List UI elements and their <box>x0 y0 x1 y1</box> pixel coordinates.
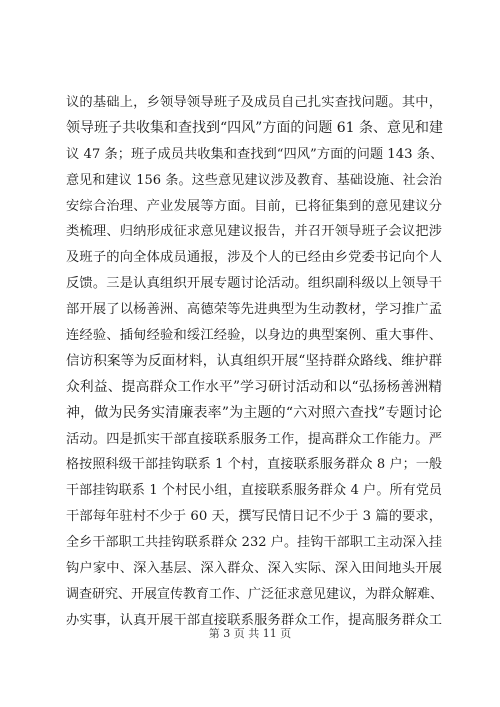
text-line: 领导班子共收集和查找到“四风”方面的问题 61 条、意见和建 <box>66 119 444 136</box>
text-line: 钩户家中、深入基层、深入群众、深入实际、深入田间地头开展 <box>66 561 442 577</box>
text-line: 众利益、提高群众工作水平”学习研讨活动和以“弘扬杨善洲精 <box>66 378 442 395</box>
text-line: 议 47 条；班子成员共收集和查找到“四风”方面的问题 143 条、 <box>66 146 444 162</box>
text-line: 意见和建议 156 条。这些意见建议涉及教育、基础设施、社会治 <box>66 172 442 188</box>
text-line: 活动。四是抓实干部直接联系服务工作，提高群众工作能力。严 <box>66 431 442 447</box>
text-line: 信访积案等为反面材料，认真组织开展“坚持群众路线、维护群 <box>66 352 442 369</box>
text-line: 调查研究、开展宣传教育工作、广泛征求意见建议，为群众解难、 <box>66 586 444 602</box>
text-line: 类梳理、归纳形成征求意见建议报告，并召开领导班子会议把涉 <box>66 224 442 240</box>
text-line: 安综合治理、产业发展等方面。目前，已将征集到的意见建议分 <box>66 198 442 214</box>
text-line: 干部每年驻村不少于 60 天，撰写民情日记不少于 3 篇的要求， <box>66 509 442 525</box>
text-line: 格按照科级干部挂钩联系 1 个村，直接联系服务群众 8 户；一般 <box>66 457 442 473</box>
text-line: 反馈。三是认真组织开展专题讨论活动。组织副科级以上领导干 <box>66 276 442 292</box>
text-line: 部开展了以杨善洲、高德荣等先进典型为生动教材，学习推广孟 <box>66 302 442 318</box>
text-line: 全乡干部职工共挂钩联系群众 232 户。挂钩干部职工主动深入挂 <box>66 535 442 551</box>
page-number-footer: 第 3 页 共 11 页 <box>208 627 292 640</box>
text-line: 及班子的向全体成员通报，涉及个人的已经由乡党委书记向个人 <box>66 250 442 266</box>
text-line: 议的基础上，乡领导领导班子及成员自己扎实查找问题。其中， <box>66 95 442 110</box>
text-line: 干部挂钩联系 1 个村民小组，直接联系服务群众 4 户。所有党员 <box>66 483 442 499</box>
body-text <box>66 90 442 634</box>
text-line: 神，做为民务实清廉表率”为主题的“六对照六查找”专题讨论 <box>66 404 442 421</box>
text-line: 连经验、插甸经验和绥江经验，以身边的典型案例、重大事件、 <box>66 328 442 344</box>
text-line: 办实事，认真开展干部直接联系服务群众工作，提高服务群众工 <box>66 612 442 628</box>
